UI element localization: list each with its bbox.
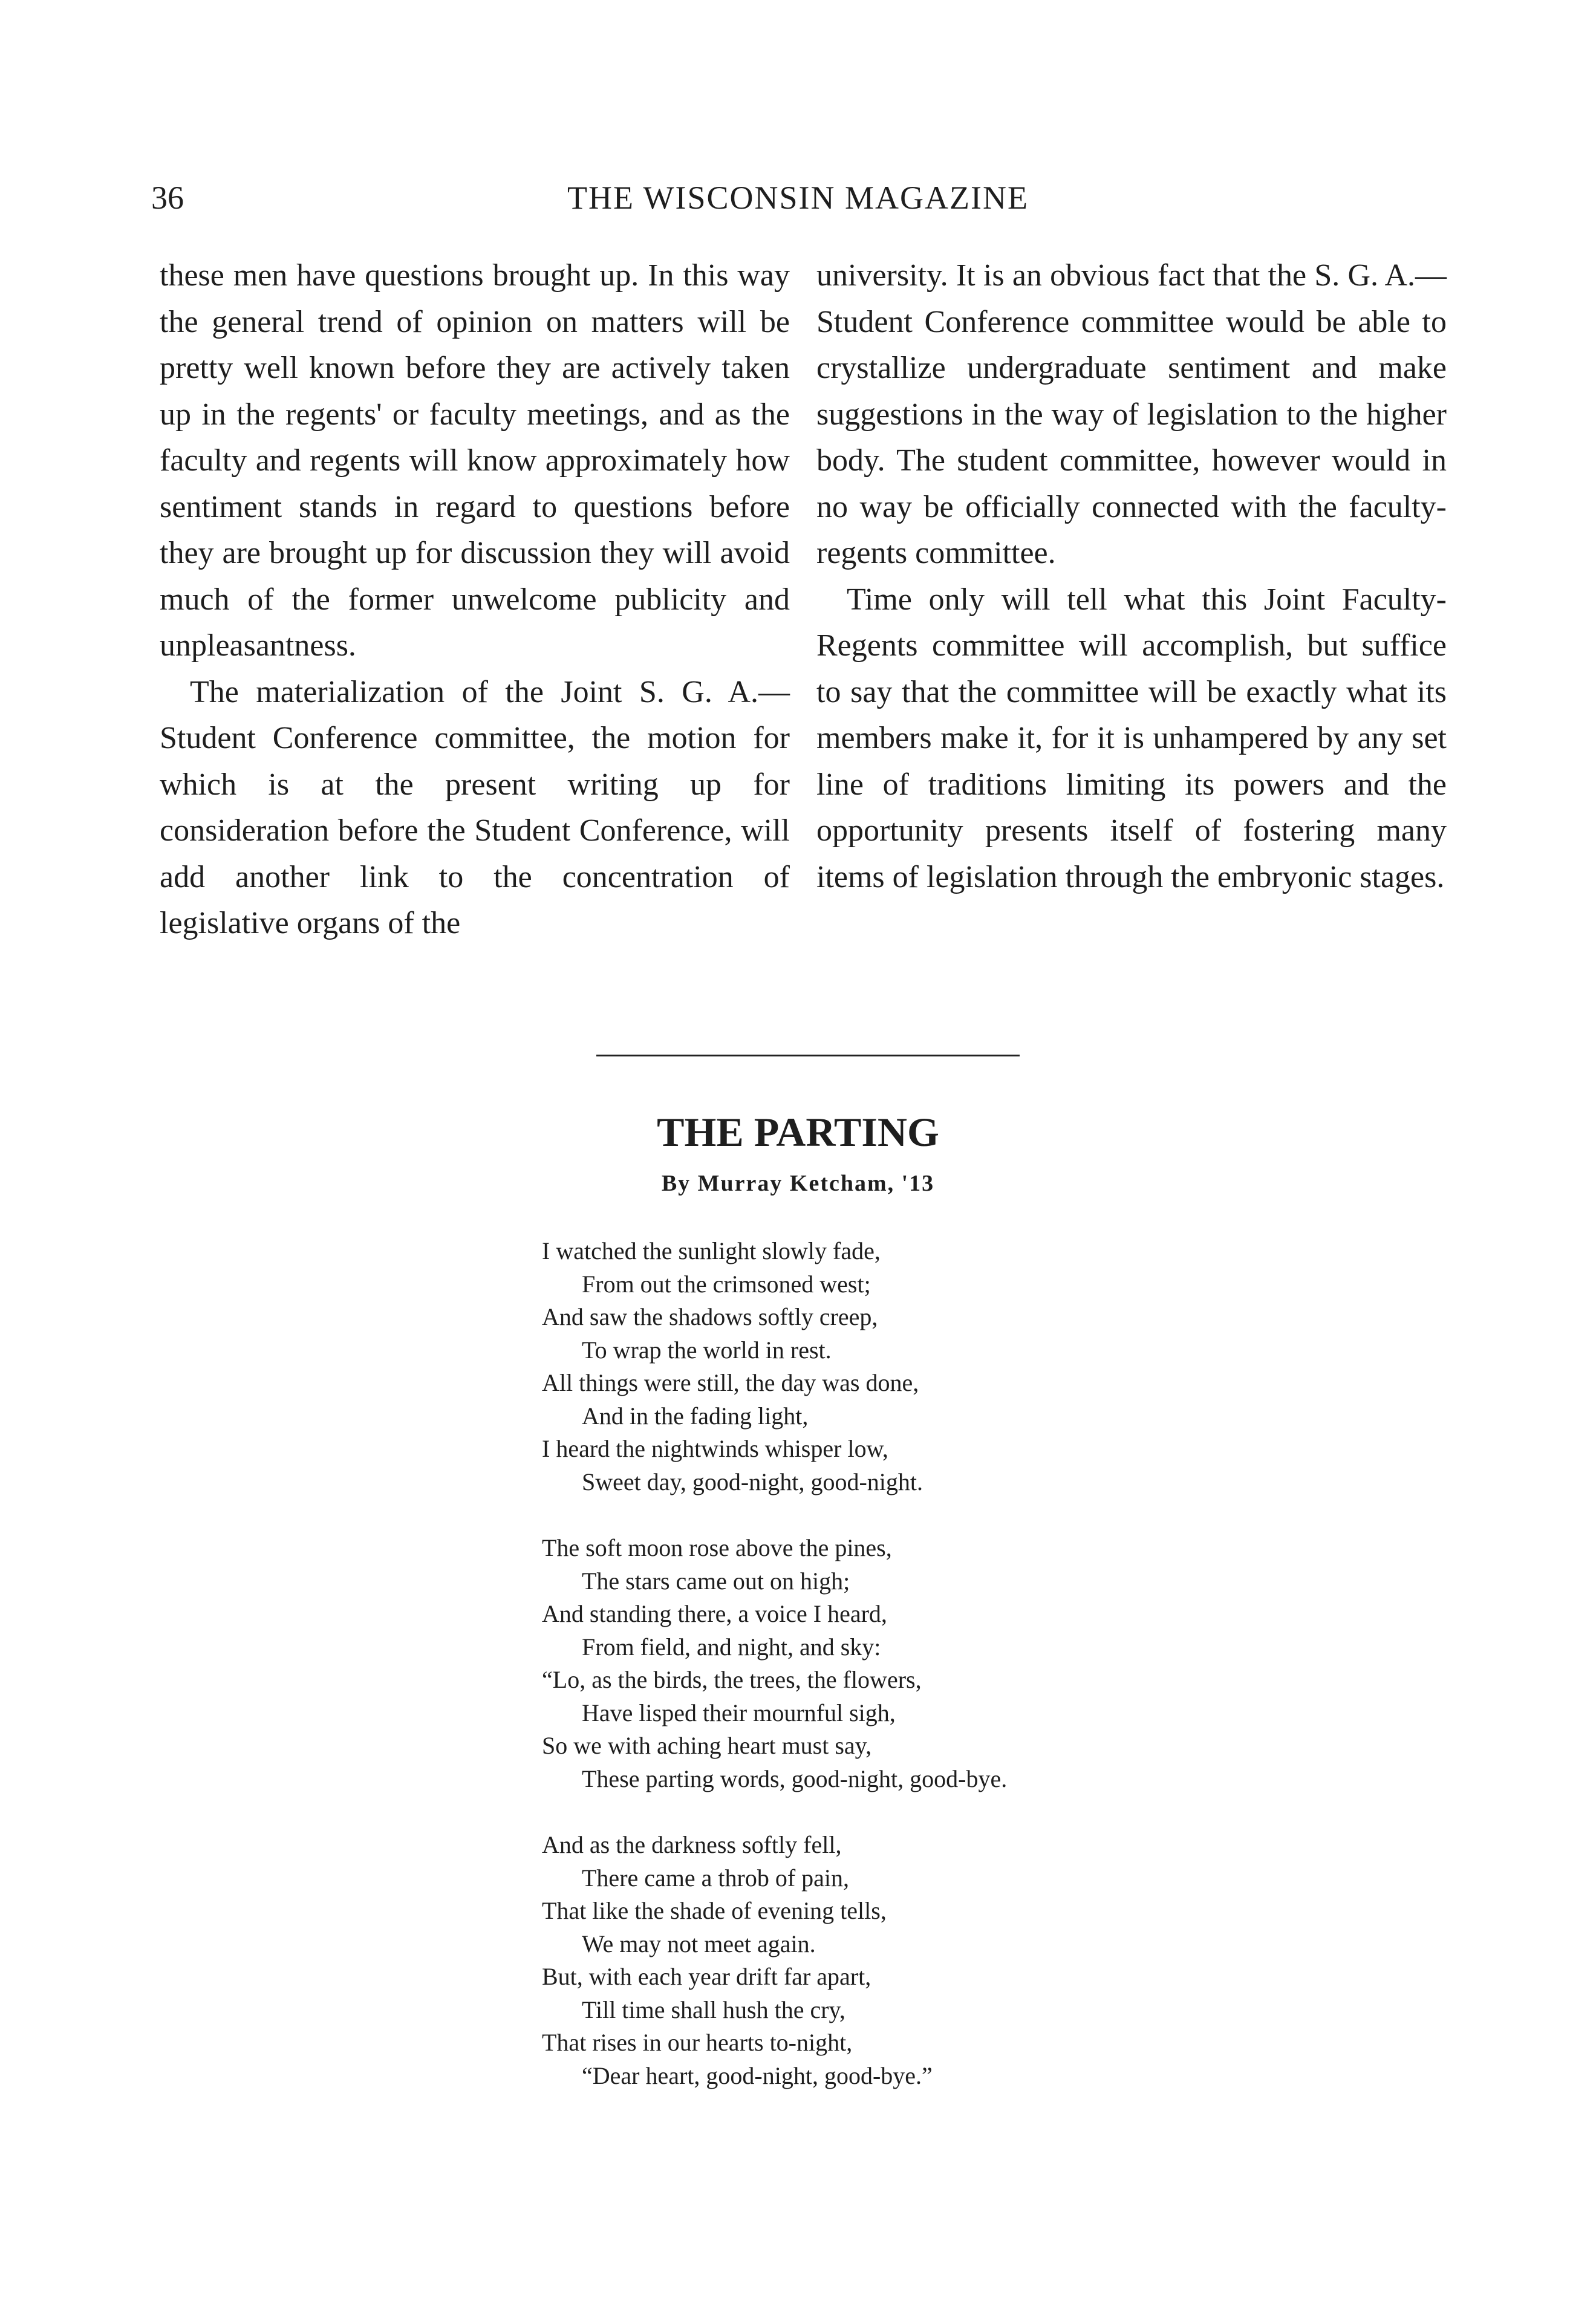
poem-line: But, with each year drift far apart, — [542, 1963, 871, 1990]
poem-line: We may not meet again. — [582, 1930, 816, 1957]
poem-line: And as the darkness softly fell, — [542, 1831, 842, 1858]
poem-line: There came a throb of pain, — [582, 1864, 850, 1892]
poem-line: To wrap the world in rest. — [582, 1336, 832, 1364]
poem-stanza — [542, 1532, 1328, 1795]
poem-line: I heard the nightwinds whisper low, — [542, 1435, 888, 1462]
poem-line: That like the shade of evening tells, — [542, 1897, 887, 1924]
article-paragraph: these men have questions brought up. In this way the general trend of opinion on matters will be pretty well known before they are actively taken up in the regents' or faculty meetings, and as the faculty and regents will know approximately how sentiment stands in regard to questions before they are brought up for discussion they will avoid much of the former unwelcome publicity and unpleasantness. — [160, 258, 790, 663]
poem-line: The stars came out on high; — [582, 1567, 850, 1595]
poem-line: Have lisped their mournful sigh, — [582, 1699, 896, 1726]
poem-line: And standing there, a voice I heard, — [542, 1600, 887, 1627]
running-title: THE WISCONSIN MAGAZINE — [567, 180, 1029, 216]
poem-line: From field, and night, and sky: — [582, 1633, 881, 1661]
article-paragraph: The materialization of the Joint S. G. A.—Student Conference committee, the motion for which is at the present writing up for consideration before the Student Conference, will add another link to the concentration of legislative organs of the — [160, 674, 790, 940]
poem-line: Sweet day, good-night, good-night. — [582, 1468, 923, 1495]
poem-line: The soft moon rose above the pines, — [542, 1534, 892, 1561]
poem-line: From out the crimsoned west; — [582, 1270, 871, 1298]
section-divider — [596, 1055, 1020, 1056]
poem-line: All things were still, the day was done, — [542, 1369, 919, 1396]
poem-title: THE PARTING — [657, 1109, 939, 1155]
poem-line: And saw the shadows softly creep, — [542, 1303, 878, 1330]
article-paragraph: Time only will tell what this Joint Faculty-Regents committee will accomplish, but suffice to say that the committee will be exactly what its members make it, for it is unhampered by any set line of traditions limiting its powers and the opportunity presents itself of fostering many items of legislation through the embryonic stages. — [816, 582, 1447, 894]
page-number: 36 — [151, 180, 184, 216]
poem-line: I watched the sunlight slowly fade, — [542, 1237, 881, 1264]
poem-line: That rises in our hearts to-night, — [542, 2029, 853, 2056]
article-paragraph: university. It is an obvious fact that the S. G. A.—Student Conference committee would be able to crystallize undergraduate sentiment and make suggestions in the way of legislation to the higher body. The student committee, however would in no way be officially connected with the faculty-regents committee. — [816, 258, 1447, 570]
poem-line: Till time shall hush the cry, — [582, 1996, 845, 2023]
poem-line: These parting words, good-night, good-bye. — [582, 1765, 1008, 1792]
poem-byline: By Murray Ketcham, '13 — [661, 1171, 935, 1196]
poem-line: So we with aching heart must say, — [542, 1732, 872, 1759]
poem-body — [542, 1235, 1328, 2126]
poem-stanza — [542, 1235, 1328, 1498]
poem-line: “Dear heart, good-night, good-bye.” — [582, 2061, 933, 2089]
poem-line: “Lo, as the birds, the trees, the flowers, — [542, 1666, 922, 1693]
article-right-column — [816, 253, 1447, 900]
poem-stanza — [542, 1829, 1328, 2092]
poem-line: And in the fading light, — [582, 1402, 809, 1430]
article-left-column — [160, 253, 790, 947]
